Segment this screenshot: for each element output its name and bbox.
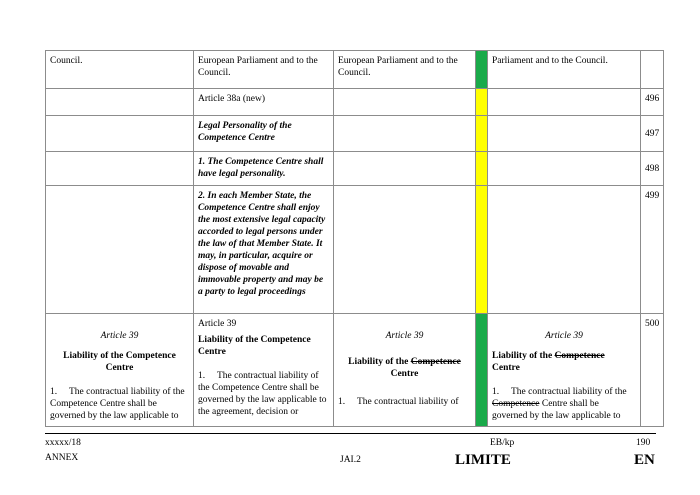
status-marker-green <box>476 314 488 427</box>
article-paragraph: 1. The contractual liability of the Competence Centre shall be governed by the law applicable to <box>50 387 185 421</box>
cell-col1 <box>46 89 194 116</box>
table-row <box>46 152 664 186</box>
footer-rule <box>45 433 656 434</box>
status-marker-yellow <box>476 152 488 186</box>
cell-col5: Parliament and to the Council. <box>488 51 641 89</box>
article-heading: Liability of the Competence Centre <box>348 357 461 379</box>
footer-doc-ref: xxxxx/18 <box>45 438 81 448</box>
cell-col3: European Parliament and to the Council. <box>334 51 476 89</box>
table-row <box>46 89 664 116</box>
footer-department: JAI.2 <box>340 455 361 465</box>
cell-col2: Legal Personality of the Competence Centre <box>194 116 334 152</box>
row-number: 497 <box>641 116 664 152</box>
cell-col5 <box>488 186 641 314</box>
status-marker-yellow <box>476 89 488 116</box>
cell-col2: European Parliament and to the Council. <box>194 51 334 89</box>
cell-col3 <box>334 116 476 152</box>
footer-classification: LIMITE <box>455 452 511 468</box>
row-number: 500 <box>641 314 664 427</box>
cell-col2: Article 38a (new) <box>194 89 334 116</box>
article-paragraph: 1. The contractual liability of <box>338 397 459 407</box>
status-marker-yellow <box>476 116 488 152</box>
cell-col5 <box>488 89 641 116</box>
cell-col1 <box>46 152 194 186</box>
cell-col1 <box>46 116 194 152</box>
cell-col3 <box>334 314 476 427</box>
cell-col5 <box>488 152 641 186</box>
article-heading: Liability of the Competence Centre <box>198 335 311 357</box>
footer-initials: EB/kp <box>490 438 515 448</box>
article-title: Article 39 <box>198 319 237 329</box>
footer-language: EN <box>634 452 655 468</box>
row-number: 496 <box>641 89 664 116</box>
table-row <box>46 314 664 427</box>
cell-col3 <box>334 152 476 186</box>
cell-col5 <box>488 314 641 427</box>
cell-col3 <box>334 89 476 116</box>
row-number: 499 <box>641 186 664 314</box>
cell-col2: 1. The Competence Centre shall have legal personality. <box>194 152 334 186</box>
article-heading: Liability of the Competence Centre <box>492 351 605 373</box>
cell-col5 <box>488 116 641 152</box>
cell-col2: 2. In each Member State, the Competence Centre shall enjoy the most extensive legal capacity accorded to legal persons under the law of that Member State. It may, in particular, acquire or dispose of movable and immovable property and may be a party to legal proceedings <box>194 186 334 314</box>
cell-col2 <box>194 314 334 427</box>
article-title: Article 39 <box>100 331 139 341</box>
footer-annex: ANNEX <box>45 453 79 463</box>
cell-col1 <box>46 186 194 314</box>
status-marker-green <box>476 51 488 89</box>
article-paragraph: 1. The contractual liability of the Competence Centre shall be governed by the law applicable to <box>492 387 627 421</box>
article-paragraph: 1. The contractual liability of the Competence Centre shall be governed by the law applicable to the agreement, decision or <box>198 371 327 417</box>
table-row <box>46 116 664 152</box>
cell-col1 <box>46 314 194 427</box>
article-title: Article 39 <box>545 331 583 341</box>
row-number: 498 <box>641 152 664 186</box>
cell-col3 <box>334 186 476 314</box>
table-row <box>46 186 664 314</box>
article-heading: Liability of the Competence Centre <box>63 351 176 373</box>
comparison-table <box>45 50 664 427</box>
article-title: Article 39 <box>385 331 424 341</box>
cell-col1: Council. <box>46 51 194 89</box>
footer-page-number: 190 <box>636 438 651 448</box>
row-number <box>641 51 664 89</box>
status-marker-yellow <box>476 186 488 314</box>
table-row <box>46 51 664 89</box>
